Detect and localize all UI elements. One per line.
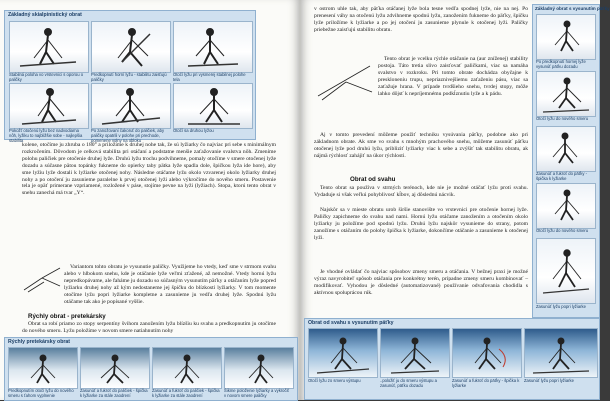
paragraph: Tento obrat sa používa v strmých terénoch, kde nie je možné otáčať lyžu proti svahu. Vydaduje si však veľkú pohyblivosť kĺbov, aj dôslednú nácvik. xyxy=(314,185,528,198)
skier-figure xyxy=(188,29,238,66)
paragraph: Aj v tomto prevedení môžeme použiť techniku vysúvania päťky, podobne ako pri základnom obrate. Ak sme vo svahu s mnohým prachového snehu, môžeme zasunúť päťku otočenej lyže pod druhú lyžu, pribliziť lyžiarky viac k sebe a zvýšiť tak stabilitu obratu, ak nájmä rýchlosť zahájiť na úkor rýchlosti. xyxy=(314,132,528,159)
track-diagram xyxy=(316,56,374,104)
downhill-turn-panel xyxy=(304,318,600,400)
photo xyxy=(173,83,253,129)
paragraph: Obrat sa robí priamo zo stopy serpentíny švihom zanožením lyžu blízšiu ku svahu a predkopnutím ju otočíme do nového smeru. Lyžu položíme v novom smere natiahnutím nohy xyxy=(22,321,276,334)
body-text xyxy=(314,269,528,321)
photo-caption: Stabilná poloha vo vrstevnici s oporou o paličky xyxy=(9,72,84,82)
right-page xyxy=(300,0,610,400)
body-text xyxy=(64,264,276,312)
photo xyxy=(536,71,596,117)
skier-figure xyxy=(118,29,150,66)
body-text xyxy=(378,56,528,132)
photo xyxy=(8,347,78,389)
photo xyxy=(380,328,450,378)
skier-figure xyxy=(31,355,55,383)
skier-figure xyxy=(475,338,505,369)
photo xyxy=(80,347,150,389)
left-page xyxy=(0,0,300,400)
photo xyxy=(91,83,171,129)
skier-figure xyxy=(175,355,199,383)
body-text xyxy=(22,321,276,335)
photo xyxy=(536,126,596,172)
photo-caption: Zasunúť lyžu popri lyžiarke xyxy=(524,378,574,383)
photo xyxy=(536,238,596,304)
photo-caption: Šikme položenie lyžiarky a vykročiť v novom smere paličky xyxy=(224,388,290,398)
body-text xyxy=(22,142,276,264)
paragraph: Variantom tohto obratu je vysunutie paličky. Využijeme ho vtedy, keď sme v strmom svahu alebo v hlbokom snehu, kde je otáčanie lyže veľmi zťažené, až nemožné. Vtedy hornú lyžu nepredkopávame, ale faháme ju dozadu so súčasným vysunutím päťky a otáčaním lyže popred lyžiarku druhej nohy až kým nedostaneme jej špičku do blízkosti lyžiarky. V tom momente otočíme lyžu popri lyžiarke kompletne a zasunieme ju vedľa druhej lyže. Spodnú lyžu otáčame tak ako je popísané vyššie. xyxy=(64,264,276,305)
skier-figure xyxy=(20,29,76,66)
photo-caption: Zasunúť a fukroť do paličiek - špička k lyžiarke za stále zaodrení xyxy=(80,388,148,398)
heel-turn-panel xyxy=(532,4,610,318)
paragraph: v ostrom uhle tak, aby päťka otáčanej lyže bola tesne vedľa spodnej lyže, nie na nej. Po prenesení váhy na otočenú lyžu zdvihneme spodnú lyžu, zanožením fukneme do päťky, špičku lyže priložíme k lyžiarke a po jej otočení ju zasunieme plynule k otočenej lyži. Paličky priebežne zaisťujú stabilitu obratu. xyxy=(314,6,528,33)
photo-caption: Zasunúť a fukroť do päťky - špička k lyžiarke xyxy=(452,378,520,388)
photo-caption: Po predkopnutí hornej lyže vysunúť päťku dozadu xyxy=(536,59,586,69)
photo-caption: Zasunúť a fukroť do päťky - špička k lyžiarke xyxy=(536,171,588,181)
skier-figure xyxy=(102,89,160,124)
photo-caption: Otočí lyžu pri vysmerej stabilnej polohe tela xyxy=(173,72,246,82)
photo-caption: Otočí sa druhou lyžou xyxy=(173,128,214,133)
panel-title: Obrat od svahu s vysunutím päťky xyxy=(308,320,394,326)
skier-figure xyxy=(188,89,240,124)
panel-title: Rýchly pretekársky obrat xyxy=(8,339,70,345)
photo xyxy=(9,83,89,129)
skier-figure xyxy=(317,338,369,373)
y-track-diagram xyxy=(22,264,62,294)
photo xyxy=(91,21,171,73)
photo xyxy=(9,21,89,73)
photo-caption: Otočí lyžu do nového smeru xyxy=(536,116,589,121)
panel-title: Základný skialpinistický obrat xyxy=(8,12,82,18)
skier-figure xyxy=(533,338,589,373)
photo-caption: Predkopnutí horní lyžu - stabilitu zaisťujú paličky xyxy=(91,72,167,82)
photo xyxy=(173,21,253,73)
photo-caption: Otočí lyžu zo smeru výstupu xyxy=(308,378,361,383)
photo xyxy=(536,183,596,229)
skier-figure xyxy=(391,338,439,373)
paragraph: Tento obrat je vcelku rýchle otáčanie na (aur zníženej) stability postoja. Táto tretia slivo zaisťovať paličkami, viac sa namáha svalstvo v rozkroku. Pri tomto obrate dochádza obyčajne k preskloneniu trupu, nepriaznivejšiemu zaťaženiu pásu, viac sa zaťažuje hrana. V prípade tvrdšieho snehu, tvrdej stopy, môže lahko dôjsť k nepríjemnému podkĺznutiu lyže a k pádu. xyxy=(378,56,528,97)
panel-title: Základný obrat s vysunutím päťky xyxy=(535,6,610,11)
photo-caption: Predkopnutím otočí lyžu do nového smeru s ťahom vyplnenie xyxy=(8,388,74,398)
body-text xyxy=(314,185,528,207)
photo-caption: ..položiť ju do smeru výstupu a zasunúť, päťku dozadu xyxy=(380,378,437,388)
paragraph: kolene, otočíme ju zhruba o 180° a priložíme k druhej nohe tak, že sú lyžiarky čo najviac pri sebe s minimálnym rozkročením. Dôvodom je celková stabilita pri otáčaní a podstatne menšie zaťažovanie svalstva nôh. Zmeníme polohu paličiek pre otočenie druhej lyže. Druhú lyžu trochu podvihneme, pomaly otočíme v smere otočenej lyže dozadu a súčasne pätou topánky fukneme do opierky taby pätka lyže spadla dole, špičkou lyža ide hore), aby sme lyžiu lyže dostali k lyžiarke otočenej nohy. Následne otáčame lyžu okolo vzvarenej okolo lyžiarky druhej nohy a po otočení ju zasunieme paralelne k prvej otočenej lyži alebo výkročíme do nového smeru. Postavenie tela je opäť primerane vzpriamené, rozložené v páse, stojíme pevne na lyži (lyžiach). Stopa, ktorú tento obrat v snehu zanechá má tvar „Y“. xyxy=(22,142,276,197)
skier-figure xyxy=(543,250,589,293)
body-text xyxy=(314,132,528,174)
skier-figure xyxy=(543,78,589,112)
skier-figure xyxy=(22,89,76,124)
skier-figure xyxy=(555,21,579,51)
skier-figure xyxy=(249,355,273,383)
body-text xyxy=(314,207,528,269)
body-text xyxy=(314,6,528,54)
photo xyxy=(536,14,596,60)
section-heading: Obrat od svahu xyxy=(350,176,396,183)
paragraph: Je vhodné ovládať čo najviac spôsobov zmeny smeru a otáčania. V bežnej praxi je možné výraz navyrobiteľ spôsob otáčania pre konkrétny terén, prípadne zmeny smeru kombinovať – modifikovať. Vyhodou je dôsledné (automatizované) používanie odvafovania chodidla s aktívnou spoluprácou rúk. xyxy=(314,269,528,296)
photo xyxy=(308,328,378,378)
skier-figure xyxy=(101,355,129,383)
paragraph: Najskôr sa v mieste obratu urob širšie stanovište vo vrstevnici pre otočenie hornej lyže. Paličky zapichneme do svahu nad nami. Hornú lyžu otáčame zanožením a otočením okolo lyžiarky ju položíme pod spodnú lyžu. Druhú lyžu najskôr vysunieme do strany, potom zanožíme s otáčaním do polohy špička k lyžiarke, dokončíme otáčanie a zasunieme k otočenej lyži. xyxy=(314,207,528,241)
section-heading: Rýchly obrat - pretekársky xyxy=(28,313,106,320)
photo-caption: Zasunúť a fukroť do paličiek - špička k lyžiarke za stále zaodrení xyxy=(152,388,220,398)
photo-caption: Zasunúť lyžu popri lyžiarke xyxy=(536,304,586,309)
photo-caption: Otočí lyžu do nového smeru xyxy=(536,228,589,233)
photo xyxy=(152,347,222,389)
photo-caption: Pokožť otočenú lyžu bez nadvodiarna nôh, lyžiku to najbližšie sobe - najlepšia stabilita xyxy=(9,128,83,143)
photo xyxy=(452,328,522,378)
photo xyxy=(524,328,598,378)
basic-turn-panel xyxy=(4,10,256,143)
skier-figure xyxy=(555,190,579,220)
skier-figure xyxy=(553,133,577,163)
race-turn-panel xyxy=(4,337,298,401)
photo xyxy=(224,347,294,389)
photo-caption: Po zanožovaní čakoruť do paličiek, aby paličky opatrili v polohe pri prechode, pomenene volny na obloku xyxy=(91,128,165,143)
